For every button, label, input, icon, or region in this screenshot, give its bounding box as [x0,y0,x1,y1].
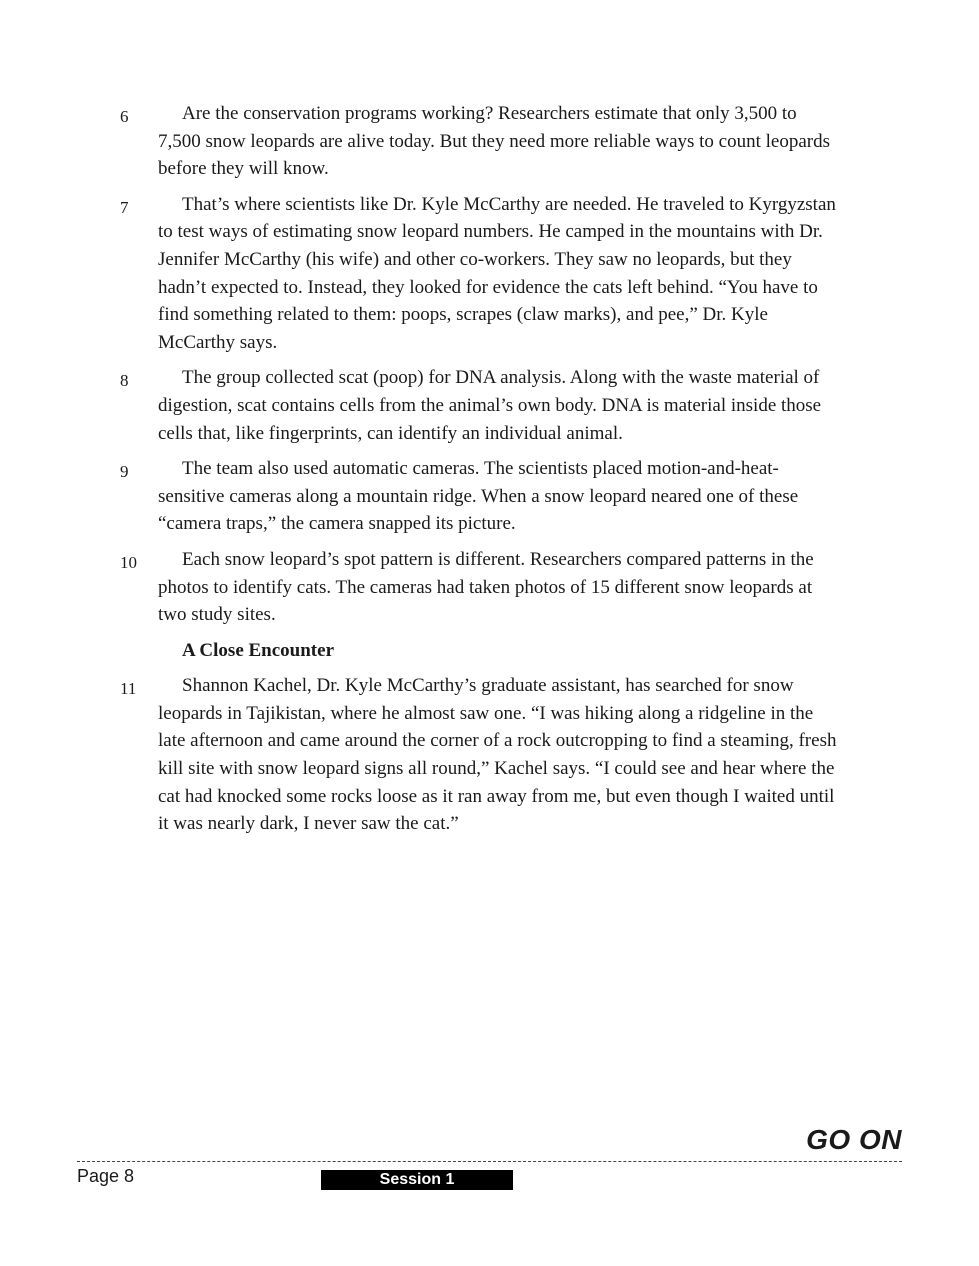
paragraph-6 [120,100,840,183]
paragraph-number: 8 [120,371,129,391]
paragraph-text: Shannon Kachel, Dr. Kyle McCarthy’s graduate assistant, has searched for snow leopards in Tajikistan, where he almost saw one. “I was hiking along a ridgeline in the late afternoon and came around the corner of a rock outcropping to find a steaming, fresh kill site with snow leopard signs all round,” Kachel says. “I could see and hear where the cat had knocked some rocks loose as it ran away from me, but even though I waited until it was nearly dark, I never saw the cat.” [158,675,837,835]
paragraph-number: 6 [120,107,129,126]
paragraph-number: 10 [120,552,137,572]
paragraph-text: Are the conservation programs working? Researchers estimate that only 3,500 to 7,500 snow leopards are alive today. But they need more reliable ways to count leopards before they will know. [158,103,831,180]
paragraph-11 [120,672,840,838]
paragraph-9 [120,455,840,538]
paragraph-text: Each snow leopard’s spot pattern is different. Researchers compared patterns in the photos to identify cats. The cameras had taken photos of 15 different snow leopards at two study sites. [158,548,814,626]
footer-divider [77,1161,902,1162]
paragraph-text: That’s where scientists like Dr. Kyle McCarthy are needed. He traveled to Kyrgyzstan to test ways of estimating snow leopard numbers. He camped in the mountains with Dr. Jennifer McCarthy (his wife) and other co-workers. They saw no leopards, but they hadn’t expected to. Instead, they looked for evidence the cats left behind. “You have to find something related to them: poops, scrapes (claw marks), and pee,” Dr. Kyle McCarthy says. [158,193,836,353]
page-number: Page 8 [77,1166,135,1186]
paragraph-7 [120,191,840,357]
go-on-label: GO ON [806,1124,902,1155]
passage-body [120,100,840,846]
paragraph-number: 9 [120,462,129,482]
paragraph-number: 11 [120,679,137,699]
session-badge: Session 1 [321,1170,513,1190]
paragraph-number: 7 [120,197,129,217]
paragraph-10 [120,546,840,629]
paragraph-text: The group collected scat (poop) for DNA analysis. Along with the waste material of digestion, scat contains cells from the animal’s own body. DNA is material inside those cells that, like fingerprints, can identify an individual animal. [158,367,822,444]
section-subheading: A Close Encounter [182,639,334,661]
paragraph-8 [120,364,840,447]
paragraph-text: The team also used automatic cameras. The scientists placed motion-and-heat-sensitive cameras along a mountain ridge. When a snow leopard neared one of these “camera traps,” the camera snapped its picture. [158,458,799,535]
